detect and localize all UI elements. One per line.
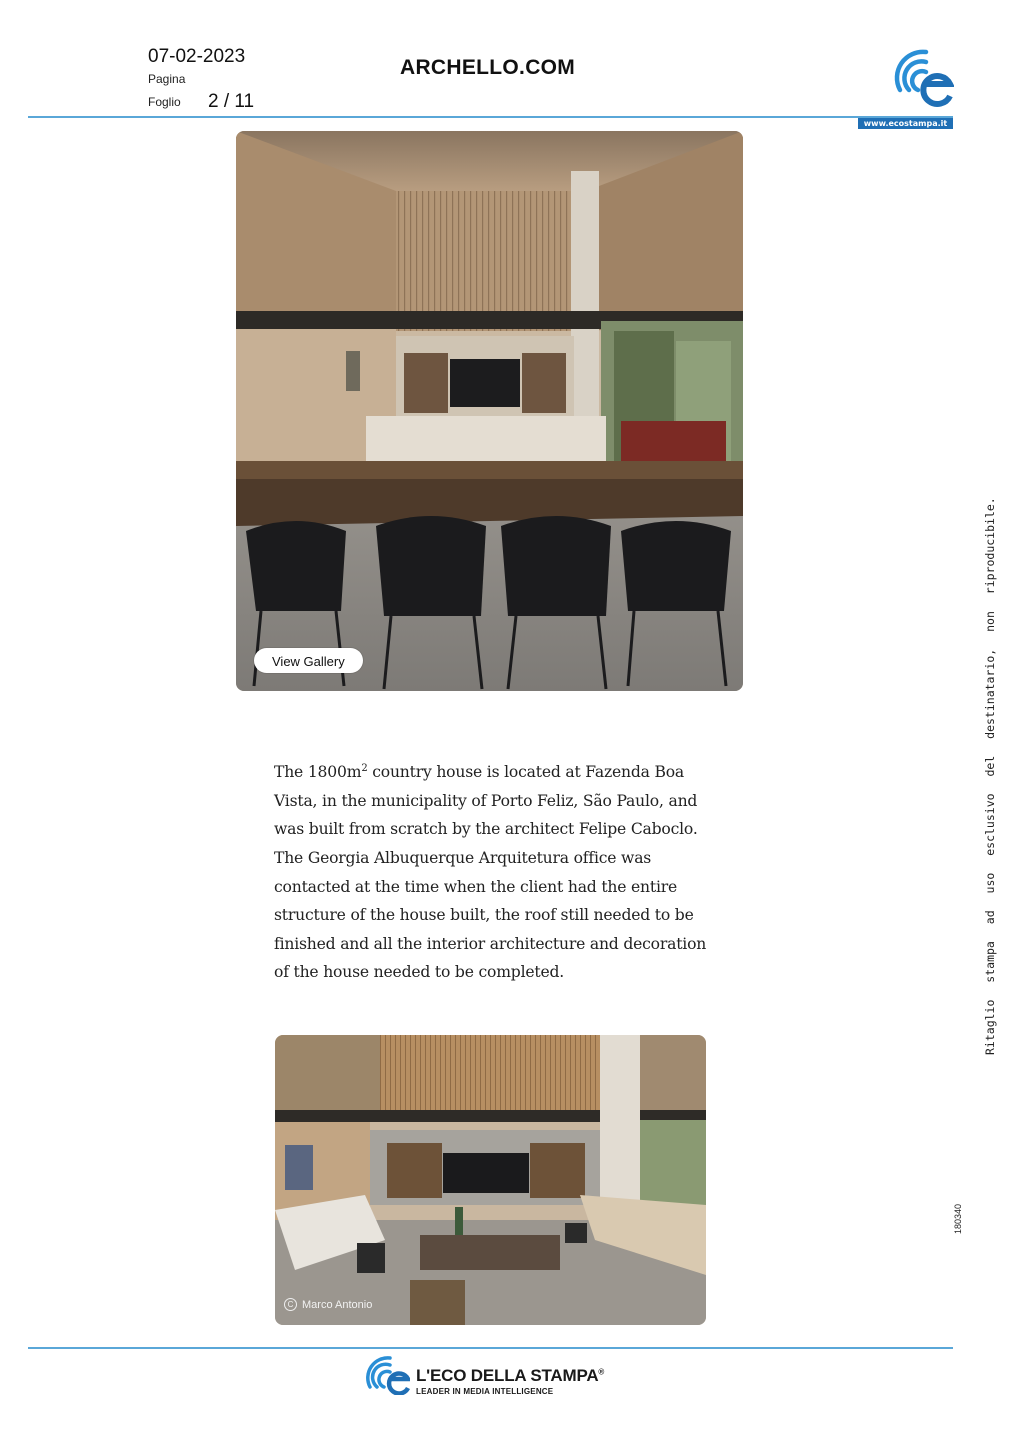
- article-text-start: The 1800m: [274, 763, 362, 782]
- article-paragraph: [274, 755, 714, 987]
- reproduction-notice: Ritaglio stampa ad uso esclusivo del destinatario, non riproducibile.: [983, 497, 997, 1055]
- clip-code: 180340: [953, 1203, 963, 1234]
- registered-mark: ®: [598, 1367, 605, 1377]
- photo-credit-name: Marco Antonio: [302, 1298, 373, 1311]
- footer-brand: [416, 1366, 604, 1386]
- foglio-label: Foglio: [148, 95, 181, 109]
- footer-brand-name: L'ECO DELLA STAMPA: [416, 1366, 599, 1385]
- source-title: ARCHELLO.COM: [400, 56, 576, 79]
- clip-date: 07-02-2023: [148, 46, 246, 67]
- article-text-rest: country house is located at Fazenda Boa Vista, in the municipality of Porto Feliz, São Paulo, and was built from scratch by the architect Felipe Caboclo. The Georgia Albuquerque Arquitetura office was contacted at the time when the client had the entire structure of the house built, the roof still needed to be finished and all the interior architecture and decoration of the house needed to be completed.: [274, 763, 707, 982]
- ecostampa-url[interactable]: www.ecostampa.it: [858, 118, 953, 129]
- dining-room-photo: [236, 131, 743, 691]
- ecostampa-footer-logo-icon: [366, 1353, 410, 1395]
- area-superscript: 2: [361, 763, 368, 774]
- header-divider: [28, 116, 953, 118]
- ecostampa-logo-icon: [892, 44, 954, 110]
- pagina-label: Pagina: [148, 72, 186, 86]
- footer-tagline: LEADER IN MEDIA INTELLIGENCE: [416, 1387, 554, 1396]
- view-gallery-button[interactable]: View Gallery: [254, 648, 363, 673]
- footer-divider: [28, 1347, 953, 1349]
- foglio-value: 2 / 11: [208, 91, 255, 112]
- living-room-photo: [275, 1035, 706, 1325]
- photo-credit: [284, 1298, 372, 1311]
- copyright-icon: C: [284, 1298, 297, 1311]
